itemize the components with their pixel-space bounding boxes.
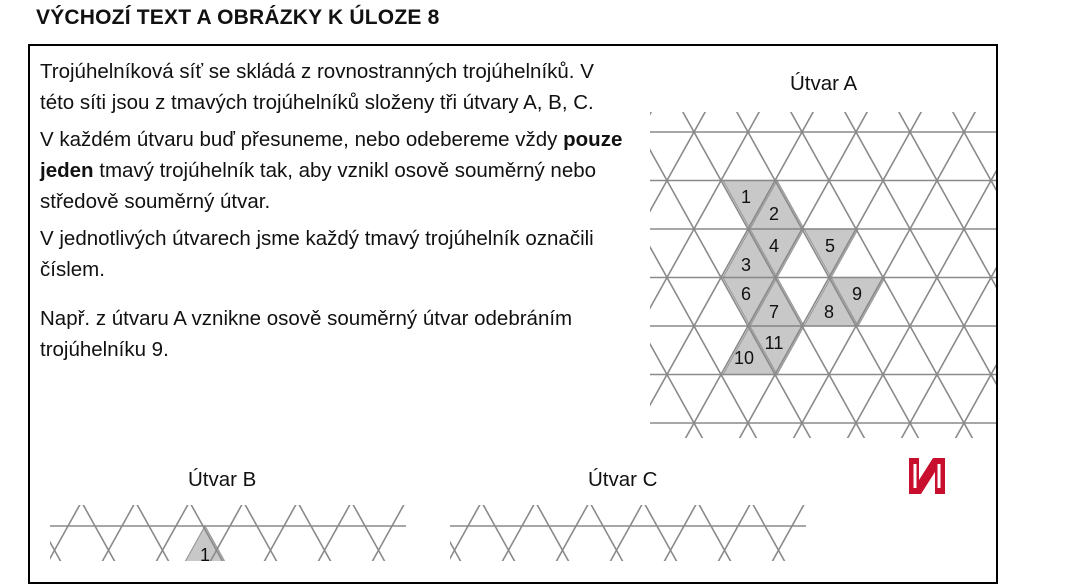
grid-line <box>684 478 765 562</box>
figure-c-label: Útvar C <box>588 468 658 491</box>
figure-b-label: Útvar B <box>188 468 257 491</box>
grid-line <box>1045 84 1068 472</box>
grid-line <box>68 478 149 562</box>
grid-line <box>554 478 635 562</box>
triangle-number: 5 <box>824 236 836 256</box>
grid-line <box>738 478 819 562</box>
grid-line <box>576 478 657 562</box>
grid-line <box>235 84 451 472</box>
grid-line <box>230 478 311 562</box>
grid-line <box>738 478 819 562</box>
grid-line <box>468 478 549 562</box>
grid-line <box>446 478 527 562</box>
bold-emphasis: pouze jeden <box>40 128 623 182</box>
grid-line <box>338 478 419 562</box>
grid-line <box>522 478 603 562</box>
triangle-number: 1 <box>740 187 752 207</box>
grid-line <box>446 478 527 562</box>
paragraph-numbering: V jednotlivých útvarech jsme každý tmavý trojúhelník označili číslem. <box>40 227 594 281</box>
grid-line <box>522 478 603 562</box>
grid-line <box>14 478 95 562</box>
triangle-number: 2 <box>768 204 780 224</box>
triangle-number: 7 <box>768 302 780 322</box>
figure-a-grid <box>235 84 1068 472</box>
grid-line <box>954 478 1035 562</box>
grid-line <box>360 478 441 562</box>
grid-line <box>554 478 635 562</box>
grid-line <box>0 478 41 562</box>
grid-line <box>230 478 311 562</box>
grid-line <box>630 478 711 562</box>
grid-line <box>392 478 473 562</box>
grid-line <box>576 478 657 562</box>
grid-line <box>14 478 95 562</box>
figure-a-label: Útvar A <box>790 72 858 95</box>
grid-line <box>122 478 203 562</box>
paragraph-instruction: V každém útvaru buď přesuneme, nebo odebereme vždy pouze jeden tmavý trojúhelník tak, aby vznikl osově souměrný nebo středově souměrný útvar. <box>40 128 623 213</box>
grid-line <box>991 84 1068 472</box>
triangle-number: 9 <box>851 284 863 304</box>
grid-line <box>343 84 559 472</box>
grid-line <box>468 478 549 562</box>
triangle-number: 10 <box>733 348 755 368</box>
grid-line <box>392 478 473 562</box>
paragraph-example: Např. z útvaru A vznikne osově souměrný útvar odebráním trojúhelníku 9. <box>40 307 573 361</box>
n-logo-icon <box>907 456 947 496</box>
grid-line <box>343 84 559 472</box>
page-heading: VÝCHOZÍ TEXT A OBRÁZKY K ÚLOZE 8 <box>36 6 440 29</box>
grid-line <box>284 478 365 562</box>
grid-line <box>235 84 451 472</box>
grid-line <box>0 478 41 562</box>
grid-line <box>397 84 613 472</box>
grid-line <box>306 478 387 562</box>
triangle-number: 4 <box>768 236 780 256</box>
grid-line <box>306 478 387 562</box>
grid-line <box>500 478 581 562</box>
grid-line <box>289 84 505 472</box>
grid-line <box>360 478 441 562</box>
paragraph-intro: Trojúhelníková síť se skládá z rovnostranných trojúhelníků. V této síti jsou z tmavých trojúhelníků složeny tři útvary A, B, C. <box>40 60 594 114</box>
grid-line <box>954 478 1035 562</box>
triangle-number: 8 <box>823 302 835 322</box>
grid-line <box>338 478 419 562</box>
grid-line <box>1045 84 1068 472</box>
grid-line <box>991 84 1068 472</box>
grid-line <box>684 478 765 562</box>
grid-line <box>397 84 613 472</box>
triangle-number: 3 <box>740 255 752 275</box>
grid-line <box>500 478 581 562</box>
grid-line <box>414 478 495 562</box>
figure-b-grid <box>0 478 635 562</box>
grid-line <box>451 84 667 472</box>
grid-line <box>414 478 495 562</box>
grid-line <box>630 478 711 562</box>
grid-line <box>792 478 873 562</box>
triangle-number: 1 <box>199 545 211 561</box>
triangle-number: 11 <box>764 333 784 353</box>
grid-line <box>284 478 365 562</box>
grid-line <box>68 478 149 562</box>
grid-line <box>451 84 667 472</box>
grid-line <box>289 84 505 472</box>
grid-line <box>792 478 873 562</box>
grid-line <box>122 478 203 562</box>
figure-b-numbers <box>200 545 210 561</box>
triangle-number: 6 <box>740 284 752 304</box>
